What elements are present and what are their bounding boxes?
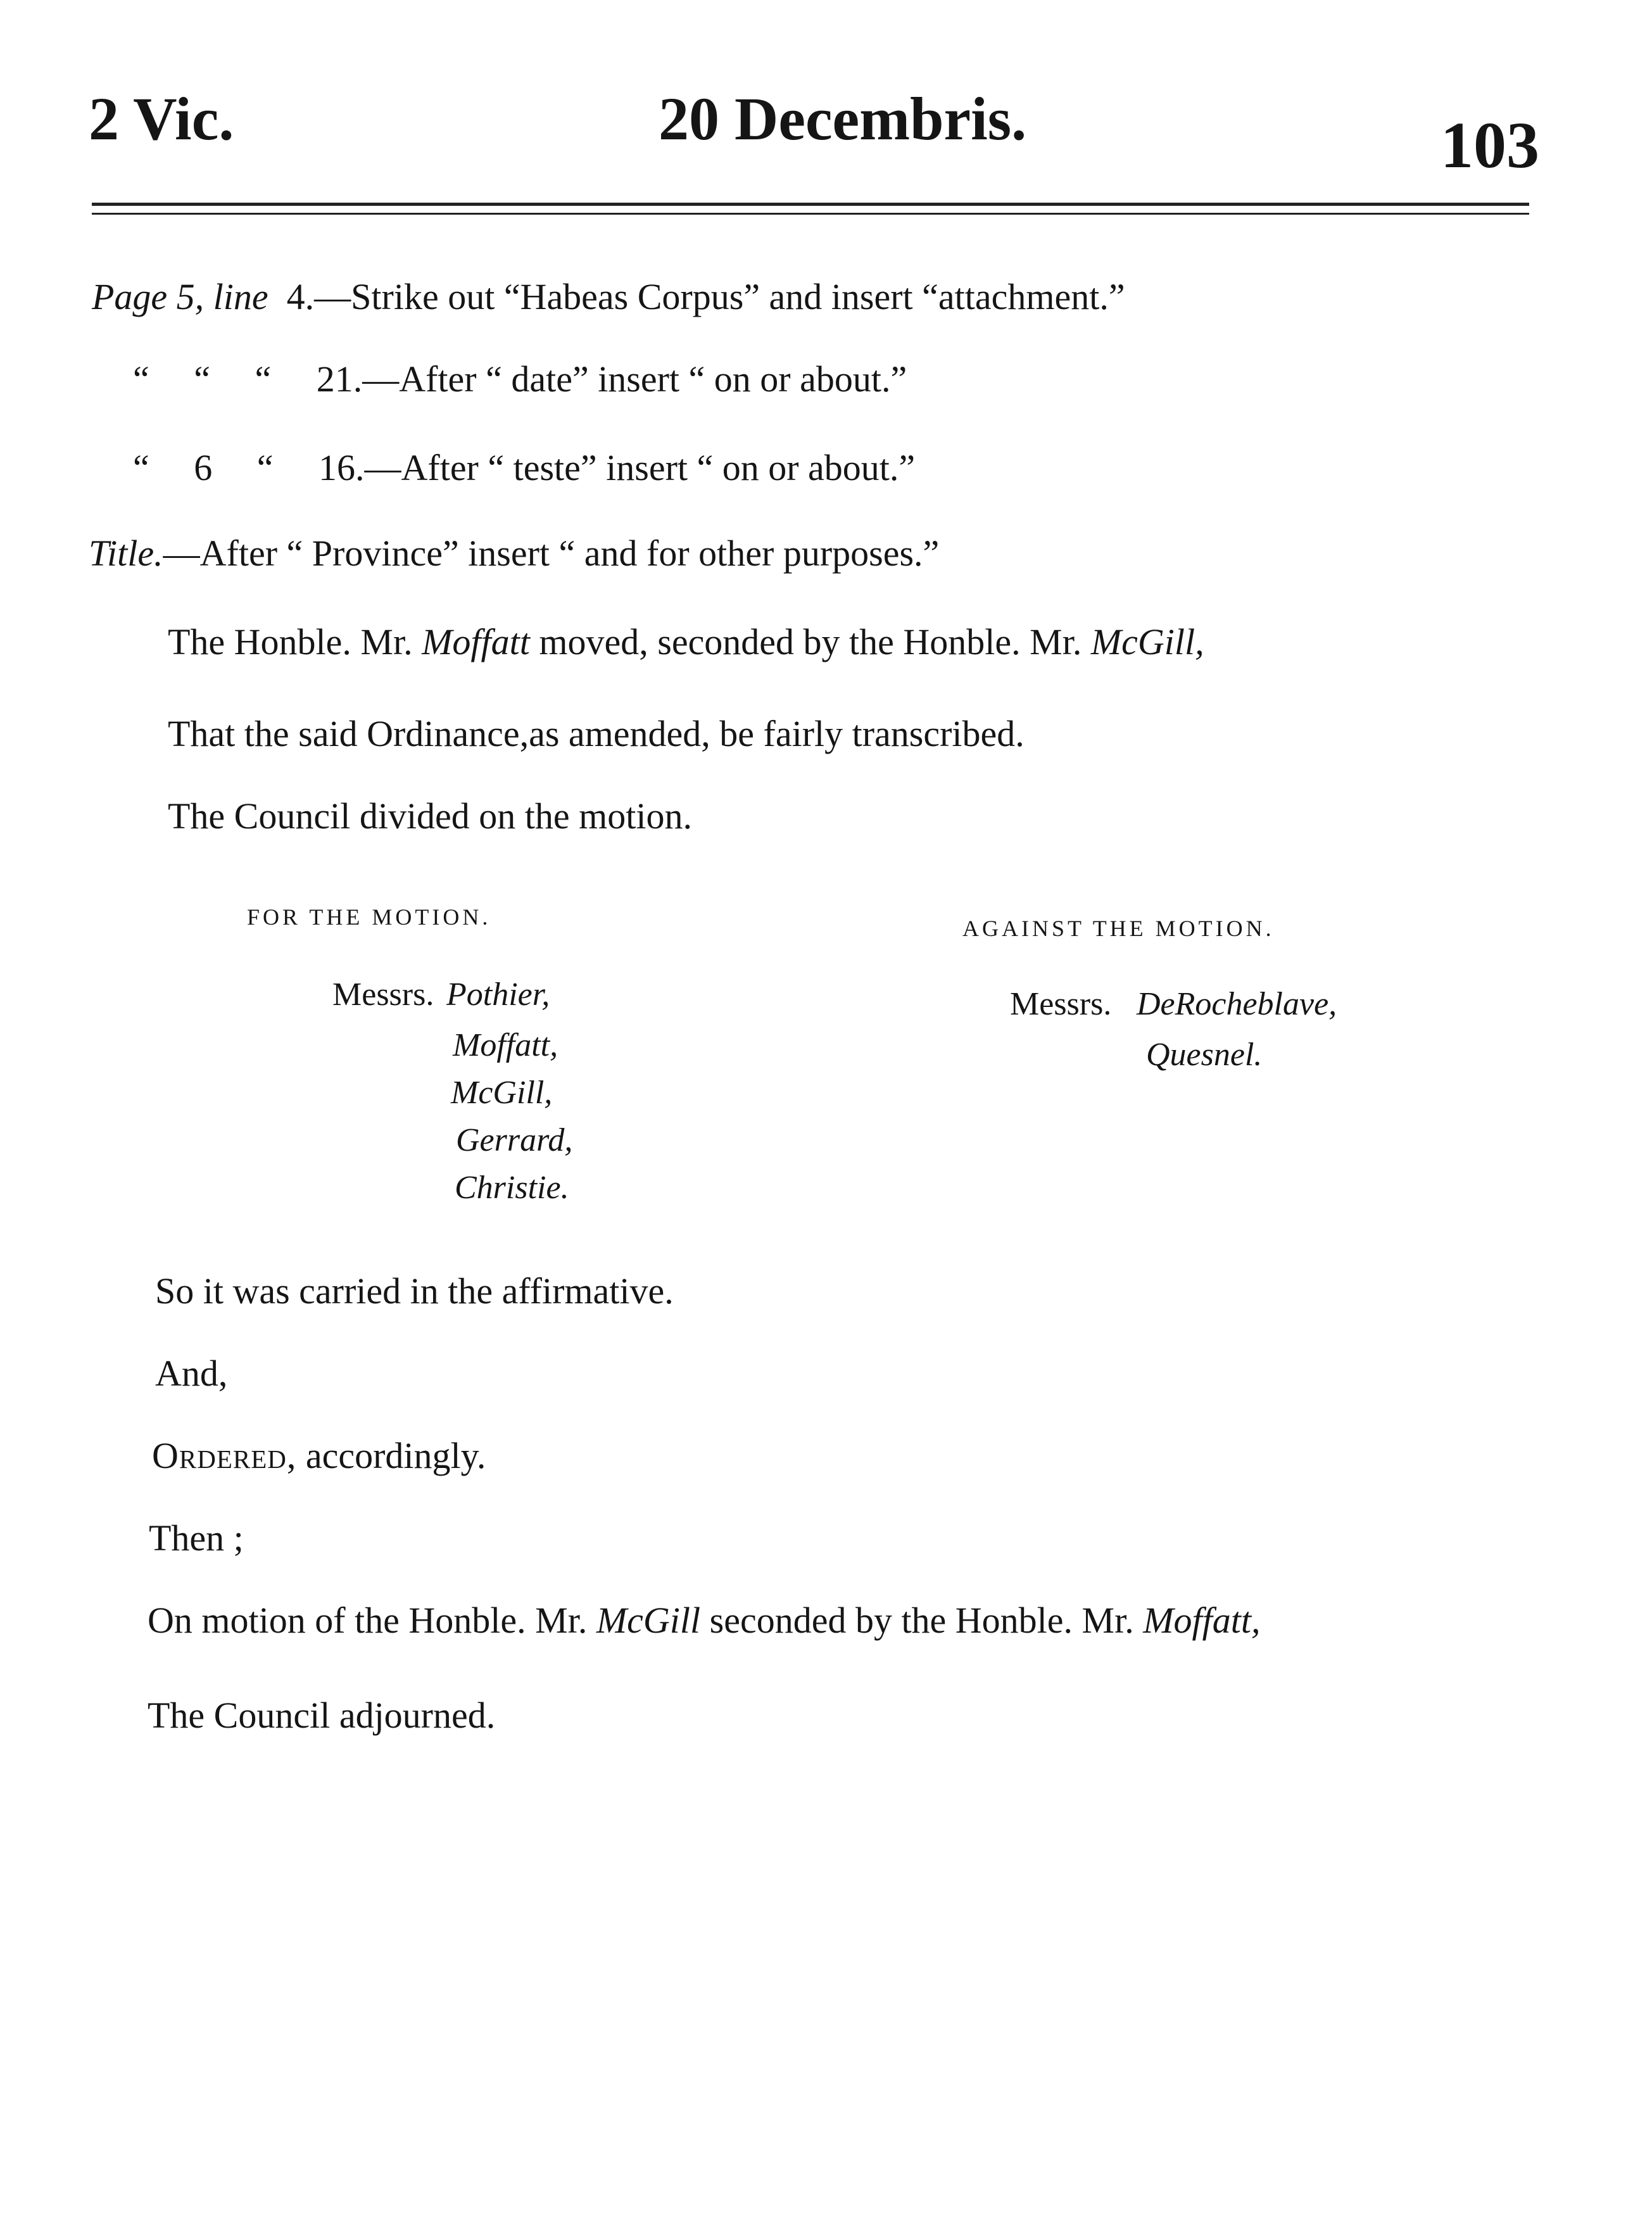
- voter-name: DeRocheblave,: [1137, 986, 1337, 1022]
- motion-text: moved, seconded by the Honble. Mr.: [529, 621, 1091, 662]
- ordered-label: Ordered,: [152, 1435, 297, 1476]
- messrs-label: Messrs.: [332, 977, 434, 1013]
- motion-line: [168, 621, 1204, 662]
- motion-resolution: That the said Ordinance,as amended, be fairly transcribed.: [168, 713, 1025, 754]
- adjourned-statement: The Council adjourned.: [148, 1695, 496, 1736]
- motion-seconder: McGill,: [1090, 621, 1204, 662]
- header-rule-thin: [92, 213, 1529, 215]
- amendment-line: [133, 358, 907, 400]
- adjourn-mover: McGill: [596, 1600, 701, 1641]
- voter-name: Pothier,: [446, 977, 550, 1013]
- amendment-reference: “ 6 “: [133, 447, 291, 488]
- division-statement: The Council divided on the motion.: [168, 795, 693, 837]
- amendment-text: —After “ teste” insert “ on or about.”: [364, 447, 916, 488]
- against-motion-heading: AGAINST THE MOTION.: [962, 916, 1275, 941]
- voter-name: Christie.: [455, 1170, 569, 1206]
- page-number: 103: [1441, 109, 1539, 182]
- voter-name: McGill,: [451, 1075, 553, 1111]
- voter-name: Moffatt,: [453, 1027, 558, 1063]
- and-statement: And,: [155, 1353, 228, 1394]
- header-regnal-year: 2 Vic.: [89, 85, 234, 153]
- ordered-text: accordingly.: [296, 1435, 486, 1476]
- amendment-line: [133, 447, 916, 488]
- header-date: 20 Decembris.: [659, 85, 1027, 153]
- amendment-line-number: 16.: [318, 447, 365, 488]
- amendment-line: [89, 535, 939, 572]
- voter-name: Gerrard,: [456, 1122, 573, 1158]
- messrs-label: Messrs.: [1010, 986, 1112, 1022]
- ordered-line: [152, 1435, 486, 1476]
- amendment-reference: “ “ “: [133, 358, 289, 400]
- voter-name: Quesnel.: [1146, 1037, 1263, 1073]
- amendment-reference: Title.: [89, 533, 163, 574]
- adjourn-text: seconded by the Honble. Mr.: [700, 1600, 1144, 1641]
- header-rule-thick: [92, 203, 1529, 206]
- adjourn-motion-line: [148, 1602, 1261, 1639]
- adjourn-text: On motion of the Honble. Mr.: [148, 1600, 596, 1641]
- amendment-text: —After “ Province” insert “ and for other purposes.”: [163, 533, 940, 574]
- amendment-line-number: 21.: [316, 358, 363, 400]
- amendment-text: —After “ date” insert “ on or about.”: [362, 358, 907, 400]
- adjourn-seconder: Moffatt,: [1143, 1600, 1261, 1641]
- amendment-line: [92, 276, 1125, 317]
- then-statement: Then ;: [149, 1517, 244, 1559]
- for-motion-heading: FOR THE MOTION.: [247, 904, 491, 930]
- motion-mover: Moffatt: [422, 621, 530, 662]
- carried-statement: So it was carried in the affirmative.: [155, 1270, 674, 1312]
- motion-text: The Honble. Mr.: [168, 621, 422, 662]
- amendment-reference: Page 5, line: [92, 276, 268, 317]
- amendment-text: —Strike out “Habeas Corpus” and insert “attachment.”: [314, 276, 1125, 317]
- amendment-line-number: 4.: [286, 276, 315, 317]
